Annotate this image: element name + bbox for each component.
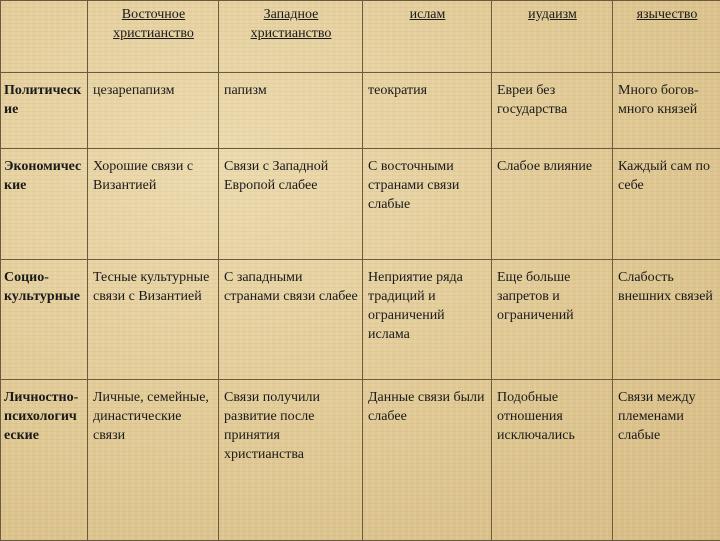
row-header: Социо-культурные (1, 260, 88, 380)
table-cell: Много богов- много князей (613, 73, 720, 149)
table-cell: папизм (219, 73, 363, 149)
table-row (1, 380, 720, 541)
table-cell: Данные связи были слабее (363, 380, 492, 541)
column-header: Восточное христианство (88, 1, 219, 73)
table-cell: Связи между племенами слабые (613, 380, 720, 541)
table-cell: Евреи без государства (492, 73, 613, 149)
row-header: Личностно-психологические (1, 380, 88, 541)
table-cell: Слабость внешних связей (613, 260, 720, 380)
table-cell: Каждый сам по себе (613, 149, 720, 260)
column-header: иудаизм (492, 1, 613, 73)
table-cell: С восточными странами связи слабые (363, 149, 492, 260)
table-cell: Еще больше запретов и ограничений (492, 260, 613, 380)
table-cell: теократия (363, 73, 492, 149)
row-header: Экономические (1, 149, 88, 260)
column-header: Западное христианство (219, 1, 363, 73)
table-cell: Подобные отношения исключались (492, 380, 613, 541)
table-cell: Тесные культурные связи с Византией (88, 260, 219, 380)
row-header: Политические (1, 73, 88, 149)
table-cell: С западными странами связи слабее (219, 260, 363, 380)
table-cell: Связи с Западной Европой слабее (219, 149, 363, 260)
table-cell: Слабое влияние (492, 149, 613, 260)
table-cell: Неприятие ряда традиций и ограничений ислама (363, 260, 492, 380)
column-header: язычество (613, 1, 720, 73)
table-cell: Связи получили развитие после принятия христианства (219, 380, 363, 541)
table-cell: Личные, семейные, династические связи (88, 380, 219, 541)
table-row (1, 73, 720, 149)
table-cell: цезарепапизм (88, 73, 219, 149)
corner-cell (1, 1, 88, 73)
column-header: ислам (363, 1, 492, 73)
table-row (1, 149, 720, 260)
header-row (1, 1, 720, 73)
table-row (1, 260, 720, 380)
table-cell: Хорошие связи с Византией (88, 149, 219, 260)
